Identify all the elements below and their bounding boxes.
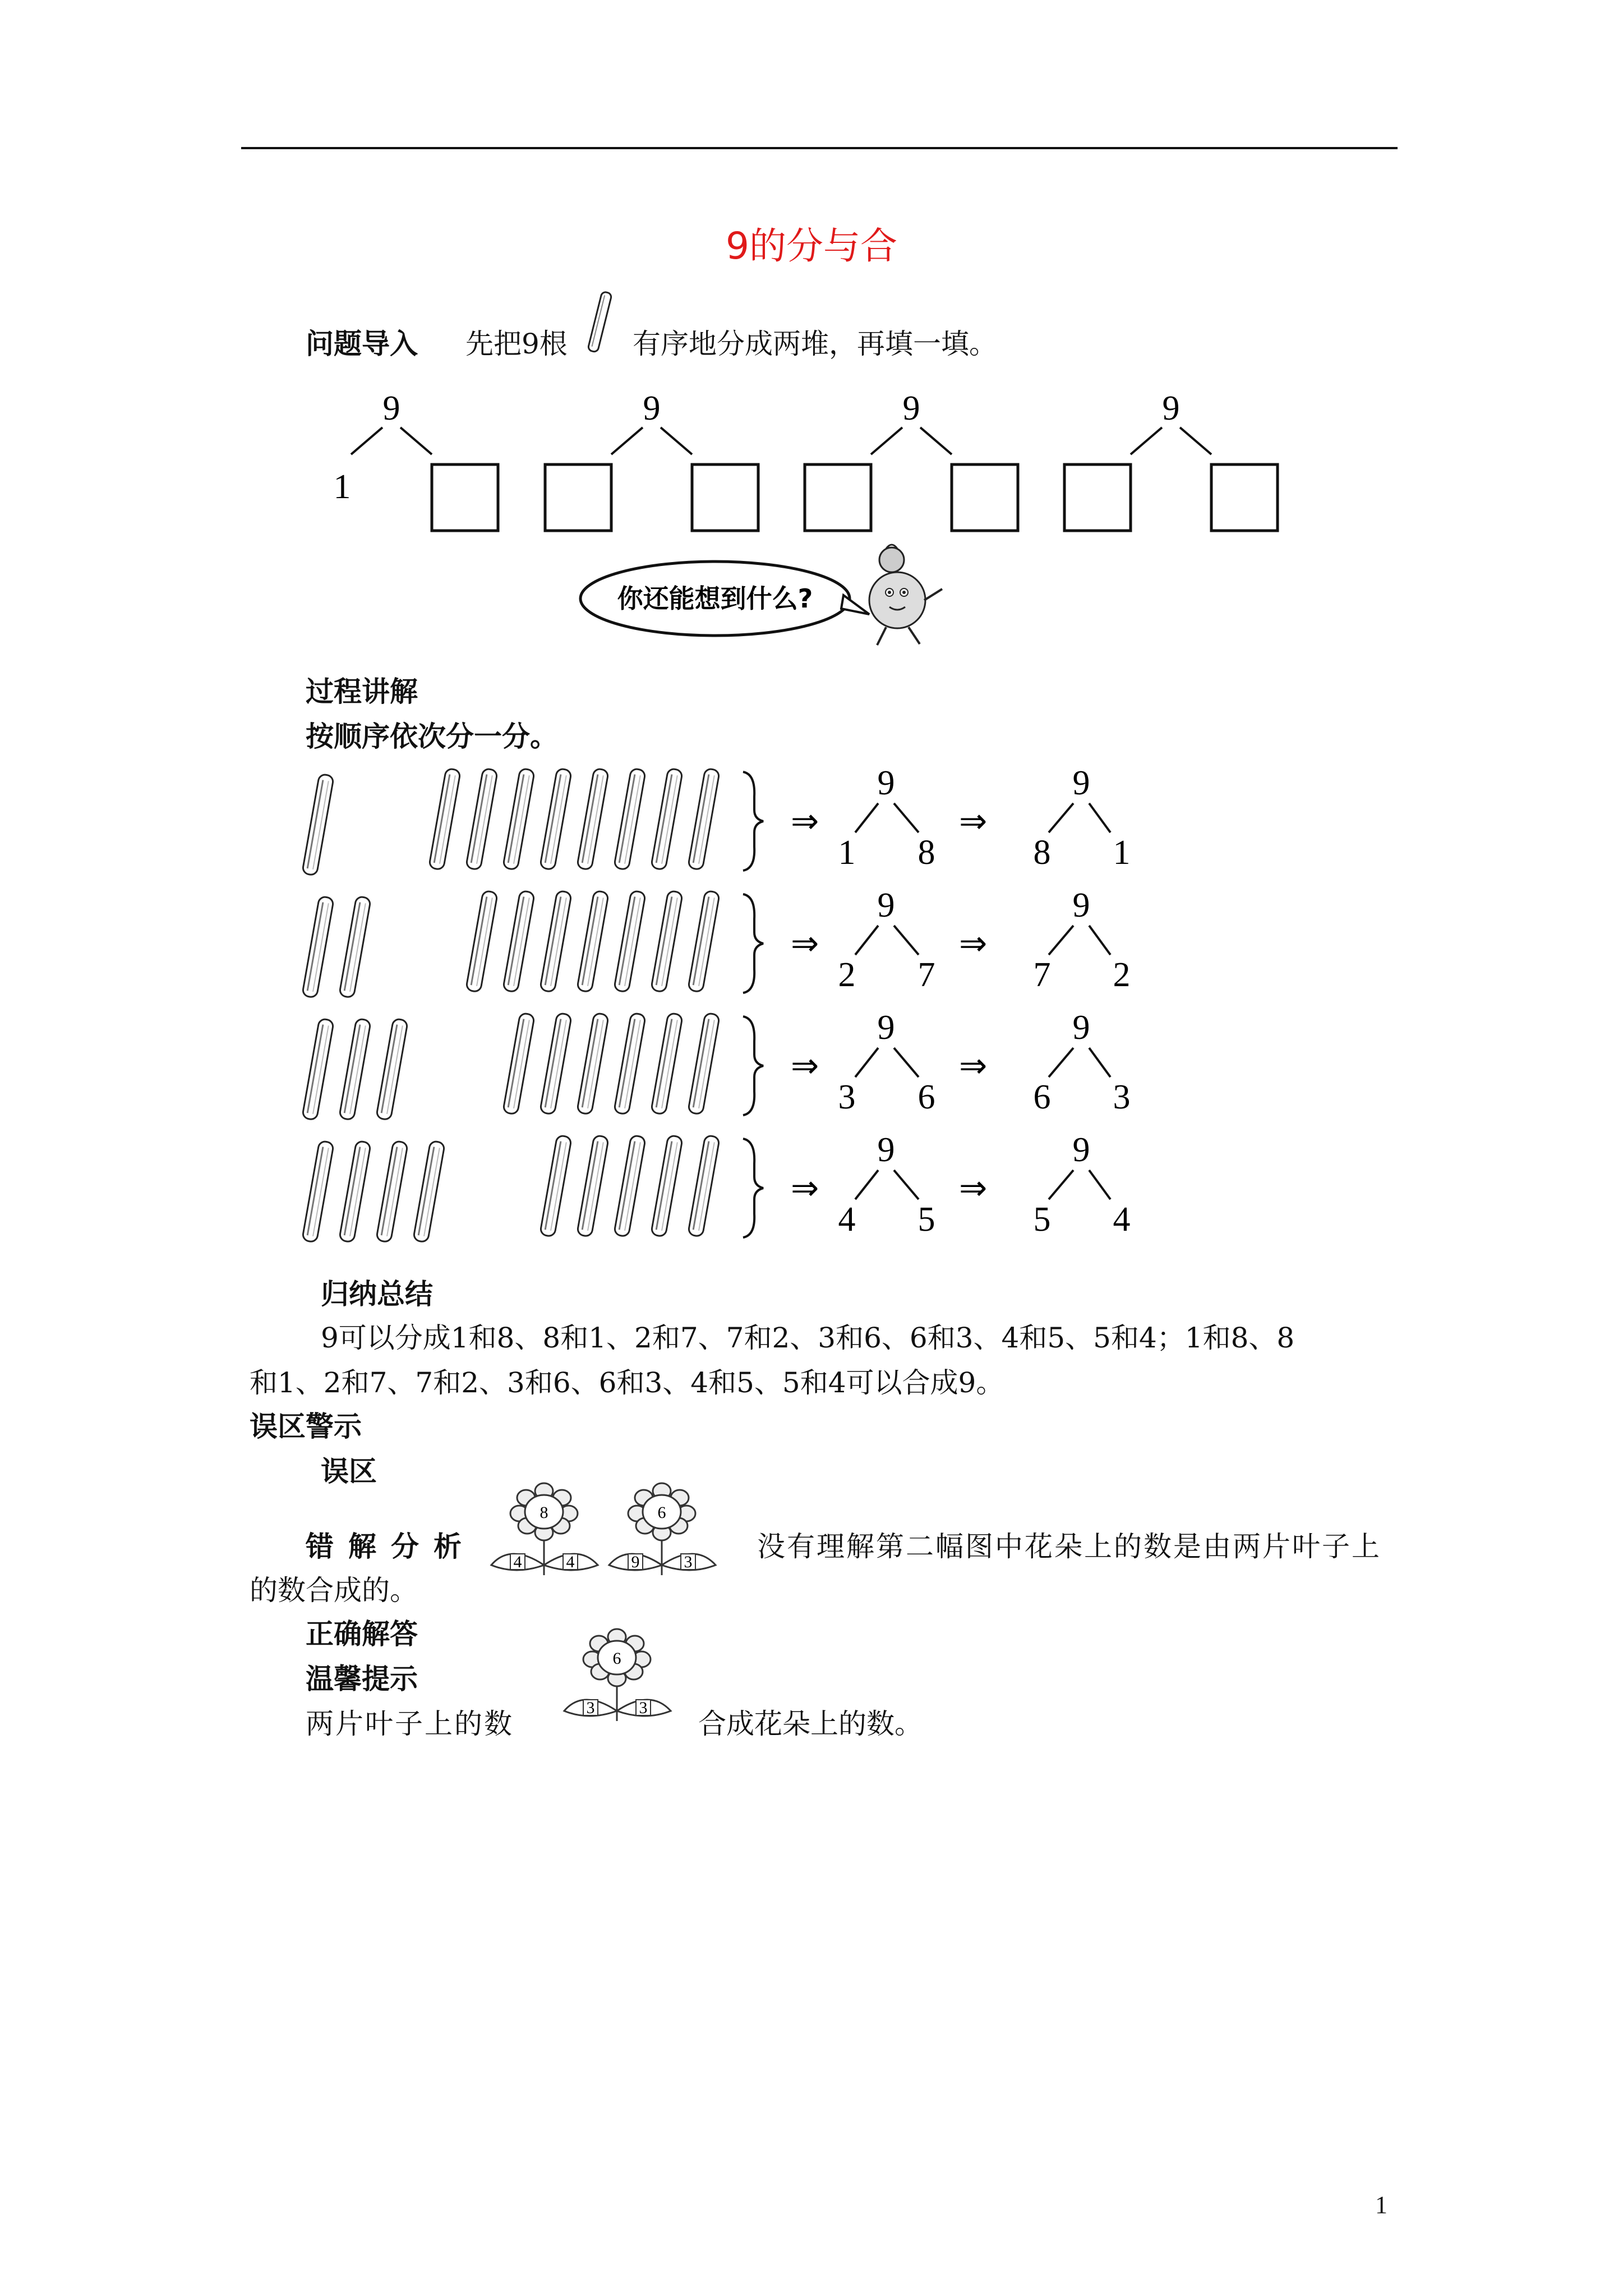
bubble-text: 你还能想到什么? <box>617 583 813 614</box>
answer-box[interactable] <box>545 464 611 531</box>
stick-icon <box>688 768 720 870</box>
stick-icon <box>688 890 720 992</box>
stick-icon <box>429 768 461 870</box>
arrow-icon: ⇒ <box>791 1046 819 1085</box>
header-rule <box>241 147 1398 149</box>
svg-text:6: 6 <box>612 1649 621 1668</box>
tree-left: 7 <box>1033 956 1051 994</box>
tree-left: 3 <box>838 1078 856 1116</box>
stick-icon <box>503 890 535 992</box>
svg-text:9: 9 <box>1162 389 1180 427</box>
svg-text:3: 3 <box>639 1699 648 1717</box>
analysis-text-2: 的数合成的。 <box>250 1574 418 1607</box>
tree-top: 9 <box>1072 1131 1090 1169</box>
intro-tree-1 <box>334 389 499 531</box>
brace <box>743 1139 763 1237</box>
stick-icon <box>339 1140 371 1243</box>
stick-icon <box>577 890 609 992</box>
answer-box[interactable] <box>805 464 871 531</box>
svg-text:8: 8 <box>540 1503 548 1522</box>
svg-text:6: 6 <box>657 1503 666 1522</box>
analysis-text: 没有理解第二幅图中花朵上的数是由两片叶子上 <box>757 1530 1381 1563</box>
tree-right: 2 <box>1113 956 1131 994</box>
tree-left: 1 <box>838 834 856 872</box>
flower-icon <box>488 1481 600 1576</box>
tip-text-after: 合成花朵上的数。 <box>698 1708 923 1740</box>
intro-tree-4 <box>1064 389 1278 531</box>
stick-icon <box>540 890 572 992</box>
stick-icon <box>302 1140 334 1243</box>
brace <box>743 1016 763 1115</box>
stick-icon <box>688 1135 720 1237</box>
stick-icon <box>651 890 683 992</box>
svg-text:9: 9 <box>631 1553 640 1571</box>
tree-left: 6 <box>1033 1078 1051 1116</box>
intro-text-after: 有序地分成两堆，再填一填。 <box>633 328 997 360</box>
answer-box[interactable] <box>692 464 758 531</box>
arrow-icon: ⇒ <box>791 802 819 841</box>
stick-icon <box>577 768 609 870</box>
stick-icon <box>302 1018 334 1120</box>
stick-icon <box>376 1018 408 1120</box>
stick-icon <box>651 768 683 870</box>
tree-right: 8 <box>917 834 935 872</box>
answer-box[interactable] <box>1064 464 1131 531</box>
tree-top: 9 <box>877 886 895 924</box>
summary-heading: 归纳总结 <box>321 1278 433 1310</box>
stick-icon <box>614 1013 646 1115</box>
stick-icon <box>376 1140 408 1243</box>
intro-trees <box>325 386 1290 543</box>
stick-icon <box>651 1013 683 1115</box>
stick-icon <box>540 768 572 870</box>
intro-text-before: 先把9根 <box>465 328 568 360</box>
tree-top: 9 <box>1072 886 1090 924</box>
svg-text:9: 9 <box>643 389 661 427</box>
stick-icon <box>466 890 498 992</box>
tree1-left: 1 <box>333 468 351 506</box>
correct-label: 正确解答 <box>306 1618 418 1650</box>
stick-icon <box>302 896 334 998</box>
svg-text:3: 3 <box>684 1553 693 1571</box>
svg-text:3: 3 <box>586 1699 595 1717</box>
stick-icon <box>583 287 617 359</box>
stick-icon <box>503 768 535 870</box>
tree-top: 9 <box>1072 764 1090 802</box>
split-row <box>302 1009 1131 1120</box>
summary-line-1: 9可以分成1和8、8和1、2和7、7和2、3和6、6和3、4和5、5和4；1和8、8 <box>321 1322 1295 1354</box>
tree-top: 9 <box>877 1009 895 1047</box>
stick-icon <box>614 768 646 870</box>
arrow-icon: ⇒ <box>959 924 988 963</box>
page-number: 1 <box>1375 2191 1387 2219</box>
intro-tree-2 <box>545 389 758 531</box>
arrow-icon: ⇒ <box>791 924 819 963</box>
stick-icon <box>302 774 334 876</box>
stick-icon <box>413 1140 445 1243</box>
tree-right: 7 <box>917 956 935 994</box>
stick-icon <box>614 890 646 992</box>
cartoon-character-icon <box>852 539 953 651</box>
process-diagram <box>303 763 1178 1257</box>
intro-heading: 问题导入 <box>306 328 418 360</box>
stick-icon <box>614 1135 646 1237</box>
page-title: 9的分与合 <box>726 224 897 268</box>
tree-right: 1 <box>1113 834 1131 872</box>
stick-icon <box>339 1018 371 1120</box>
process-heading: 过程讲解 <box>306 675 418 708</box>
split-row <box>302 886 1131 998</box>
mistake-heading: 误区警示 <box>250 1410 362 1443</box>
arrow-icon: ⇒ <box>959 802 988 841</box>
split-row <box>302 764 1131 876</box>
answer-box[interactable] <box>1211 464 1278 531</box>
stick-icon <box>540 1013 572 1115</box>
stick-icon <box>651 1135 683 1237</box>
mistake-sub: 误区 <box>321 1455 377 1488</box>
tree-right: 6 <box>917 1078 935 1116</box>
stick-icon <box>688 1013 720 1115</box>
stick-icon <box>577 1135 609 1237</box>
analysis-label: 错解分析 <box>306 1530 476 1563</box>
answer-box[interactable] <box>432 464 498 531</box>
stick-icon <box>339 896 371 998</box>
tree-top: 9 <box>1072 1009 1090 1047</box>
tip-label: 温馨提示 <box>306 1663 418 1695</box>
tree-right: 5 <box>917 1200 935 1239</box>
tree-left: 5 <box>1033 1200 1051 1239</box>
flower-icon <box>606 1481 718 1576</box>
stick-icon <box>466 768 498 870</box>
tree-right: 4 <box>1113 1200 1131 1239</box>
stick-icon <box>503 1013 535 1115</box>
split-row <box>302 1131 1131 1243</box>
stick-icon <box>540 1135 572 1237</box>
brace <box>743 772 763 871</box>
tree1-top: 9 <box>382 389 400 427</box>
answer-box[interactable] <box>952 464 1018 531</box>
tree-left: 4 <box>838 1200 856 1239</box>
arrow-icon: ⇒ <box>791 1168 819 1208</box>
tree-left: 8 <box>1033 834 1051 872</box>
brace <box>743 894 763 993</box>
stick-icon <box>577 1013 609 1115</box>
tree-left: 2 <box>838 956 856 994</box>
flower-icon <box>561 1627 673 1722</box>
summary-line-2: 和1、2和7、7和2、3和6、6和3、4和5、5和4可以合成9。 <box>250 1366 1004 1399</box>
tree-top: 9 <box>877 764 895 802</box>
tip-text-before: 两片叶子上的数 <box>306 1708 514 1740</box>
svg-text:9: 9 <box>902 389 920 427</box>
intro-tree-3 <box>805 389 1018 531</box>
svg-text:4: 4 <box>513 1553 522 1571</box>
tree-right: 3 <box>1113 1078 1131 1116</box>
arrow-icon: ⇒ <box>959 1168 988 1208</box>
arrow-icon: ⇒ <box>959 1046 988 1085</box>
tree-top: 9 <box>877 1131 895 1169</box>
svg-text:4: 4 <box>566 1553 575 1571</box>
process-subheading: 按顺序依次分一分。 <box>306 720 558 753</box>
